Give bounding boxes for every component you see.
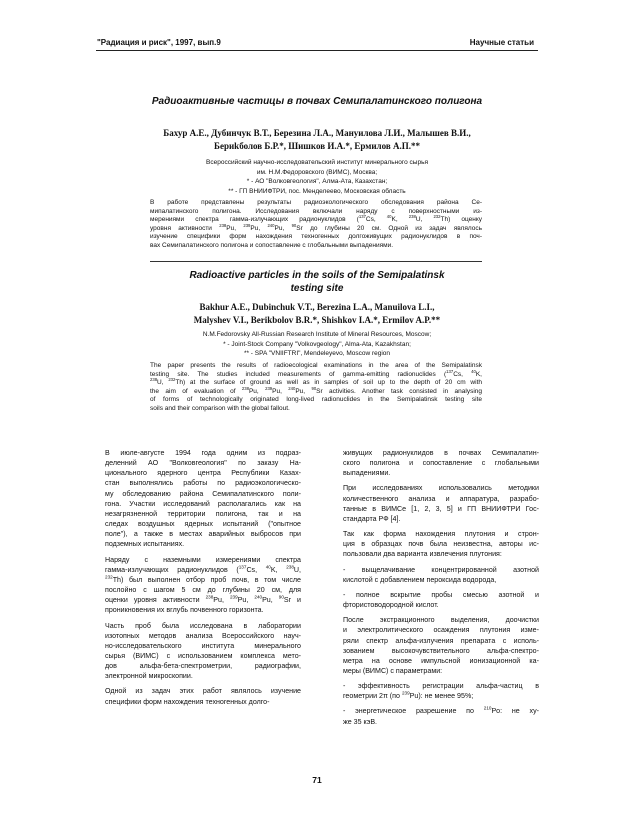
abstract-line: testing site. The studies included measurements of gamma-emitting radionuclides ($^{137}$Cs, $^{40}$K, xyxy=(150,368,482,378)
body-text-line: метра на основе импульсной ионизационной ка- xyxy=(343,656,539,665)
authors-english xyxy=(96,301,538,327)
body-text-line: деленний АО "Волковгеология" по заказу На- xyxy=(105,459,301,468)
body-text-line: и электролитического осаждения плутония изме- xyxy=(343,626,539,635)
abstract-line: The paper presents the results of radioecological examinations in the area of the Semipalatinsk xyxy=(150,362,482,369)
author-line: Malyshev V.I., Berikbolov B.R.*, Shishkov I.A.*, Ermilov A.P.** xyxy=(193,315,441,325)
body-text-line: выпадениями. xyxy=(343,469,391,478)
body-text-line: специфики форм нахождения техногенных долго- xyxy=(105,697,270,706)
abstract-line: soils and their comparison with the global fallout. xyxy=(150,404,290,412)
title-english xyxy=(96,269,538,295)
body-text-line: Часть проб была исследована в лаборатории xyxy=(105,621,301,630)
affiliation-line: ** - SPA "VNIIFTRI", Mendeleyevo, Moscow region xyxy=(243,350,391,357)
body-text-line: сырья (ВИМС) с использованием комплекса мето- xyxy=(105,651,301,660)
body-text-line: $^{232}$Th) был выполнен отбор проб почв, в том числе xyxy=(105,574,301,584)
header-rule xyxy=(96,50,538,51)
body-text-line: Одной из задач этих работ являлось изучение xyxy=(105,687,301,696)
affiliation-line: им. Н.М.Федоровского (ВИМС), Москва; xyxy=(256,168,378,176)
title-line: Radioactive particles in the soils of the Semipalatinsk xyxy=(189,270,445,281)
affiliation-line: N.M.Fedorovsky All-Russian Research Institute of Mineral Resources, Moscow; xyxy=(202,331,432,338)
body-text-line: - энергетическое разрешение по $^{210}$Po: не ху- xyxy=(343,706,539,716)
author-line: Бериkболов Б.Р.*, Шишков И.А.*, Ермилов А.П.** xyxy=(214,141,420,151)
body-text-line: послойно с шагом 5 см до глубины 20 см, для xyxy=(105,586,301,595)
body-text-line: подземных испытаниях. xyxy=(105,540,185,549)
body-text-line: ского полигона и сопоставление с глобальными xyxy=(343,459,539,468)
body-column-left xyxy=(105,448,301,707)
body-text-line: танные в ВИМСе [1, 2, 3, 5] и ГП ВНИИФТРИ Гос- xyxy=(343,504,539,513)
abstract-line: мипалатинского полигона. Исследования включали наряду с поверхностными из- xyxy=(150,207,482,215)
affiliation-line: * - АО "Волковгеология", Алма-Ата, Казахстан; xyxy=(246,178,388,185)
body-text-line: проникновения их вглубь почвенного горизонта. xyxy=(105,606,264,615)
body-text-line: же 35 кэВ. xyxy=(343,717,378,726)
affiliation-line: Всероссийский научно-исследовательский институт минерального сырья xyxy=(206,159,428,166)
body-text-line: электронной микроскопии. xyxy=(105,672,193,681)
abstract-line: $^{238}$U, $^{232}$Th) at the surface of ground as well as in samples of soil up to the depth of 20 cm with xyxy=(150,377,482,387)
body-text-line: кислотой с добавлением пероксида водорода, xyxy=(343,575,497,584)
body-text-line: Так как форма нахождения плутония и строн- xyxy=(343,530,539,539)
page-number: 71 xyxy=(312,775,322,785)
body-text-line: живущих радионуклидов в почвах Семипалатин- xyxy=(343,449,539,457)
author-line: Bakhur A.E., Dubinchuk V.T., Berezina L.A., Manuilova L.I., xyxy=(199,302,435,312)
body-text-line: стандарта РФ [4]. xyxy=(343,514,401,523)
body-text-line: незагрязненной территории полигона, так и на xyxy=(105,509,301,518)
body-text-line: но-исследовательского института минерального xyxy=(105,641,301,650)
body-column-right xyxy=(343,448,539,727)
abstract-english xyxy=(150,362,482,414)
body-text-line: - эффективность регистрации альфа-частиц в xyxy=(343,682,539,691)
author-line: Бахур А.Е., Дубинчук В.Т., Березина Л.А., Мануилова Л.И., Малышев В.И., xyxy=(163,128,471,138)
abstract-line: мерениями спектра гамма-излучающих радионуклидов ($^{137}$Cs, $^{40}$K, $^{238}$U, $^{232}$Th) оценку xyxy=(150,214,482,224)
section-header: Научные статьи xyxy=(469,38,534,47)
title-line: testing site xyxy=(290,283,344,294)
body-text-line: пользовали два варианта извлечения плутония: xyxy=(343,550,502,559)
affiliation-line: ** - ГП ВНИИФТРИ, пос. Менделеево, Московская область xyxy=(228,187,406,195)
affiliations-english xyxy=(96,330,538,359)
body-text-line: При исследованиях использовались методики xyxy=(343,484,539,493)
body-text-line: фтористоводородной кислот. xyxy=(343,601,439,610)
body-text-line: дов альфа-бета-спектрометрии, радиографии, xyxy=(105,662,301,671)
body-text-line: меры (ВИМС) с параметрами: xyxy=(343,666,443,675)
journal-header: "Радиация и риск", 1997, вып.9 xyxy=(97,38,221,47)
body-text-line: поле"), а также в местах аварийных выбросов при xyxy=(105,530,301,539)
body-text-line: - полное вскрытие пробы смесью азотной и xyxy=(343,590,539,599)
abstract-line: В работе представлены результаты радиоэкологического обследования района Се- xyxy=(150,199,482,206)
abstract-line: изучение специфики форм нахождения техногенных долгоживущих радионуклидов в поч- xyxy=(150,233,482,241)
body-text-line: Наряду с наземными измерениями спектра xyxy=(105,555,301,564)
body-text-line: следах воздушных ядерных испытаний ("опытное xyxy=(105,520,301,529)
abstract-line: the aim of evaluation of $^{238}$Pu, $^{239}$Pu, $^{240}$Pu, $^{90}$Sr activities. Another task consisted in analysing xyxy=(150,385,483,395)
abstract-russian xyxy=(150,199,482,251)
body-text-line: зованием высокочувствительного альфа-спектро- xyxy=(343,646,539,655)
body-text-line: ция в образцах почв была неизвестна, авторы ис- xyxy=(343,540,539,549)
body-text-line: - выщелачивание концентрированной азотной xyxy=(343,565,539,574)
abstract-line: уровня активности $^{238}$Pu, $^{239}$Pu, $^{240}$Pu, $^{90}$Sr до глубины 20 см. Одной из задач являлось xyxy=(150,222,482,232)
body-text-line: количественного анализа и аппаратура, разрабо- xyxy=(343,494,539,503)
affiliations-russian xyxy=(96,158,538,196)
authors-russian xyxy=(96,127,538,153)
section-divider xyxy=(150,261,482,262)
title-russian: Радиоактивные частицы в почвах Семипалатинского полигона xyxy=(151,96,483,107)
body-text-line: оценки уровня активности $^{238}$Pu, $^{239}$Pu, $^{240}$Pu, $^{90}$Sr и xyxy=(105,594,301,605)
body-text-line: ционального ядерного центра Республики Казах- xyxy=(105,469,301,478)
body-text-line: В июле-августе 1994 года одним из подраз- xyxy=(105,449,301,457)
body-text-line: изотопных методов анализа Всероссийского науч- xyxy=(105,631,301,640)
body-text-line: После экстракционного выделения, доочистки xyxy=(343,616,539,625)
body-text-line: стан выполнялись работы по радиоэкологическо- xyxy=(105,479,301,488)
body-text-line: геометрии 2π (по $^{239}$Pu): не менее 95%; xyxy=(343,690,474,701)
body-text-line: му обследованию района Семипалатинского поли- xyxy=(105,489,301,498)
abstract-line: of forms of technologically originated long-lived radionuclides in the Semipalatinsk testing site xyxy=(150,396,482,404)
abstract-line: вах Семипалатинского полигона и сопоставление с глобальными выпадениями. xyxy=(150,241,394,249)
affiliation-line: * - Joint-Stock Company "Volkovgeology", Alma-Ata, Kazakhstan; xyxy=(223,340,411,348)
body-text-line: ряли спектр альфа-излучения препарата с исполь- xyxy=(343,636,539,645)
body-text-line: гона. Участки исследований располагались как на xyxy=(105,499,301,508)
body-text-line: гамма-излучающих радионуклидов ($^{137}$Cs, $^{40}$K, $^{238}$U, xyxy=(105,564,301,574)
